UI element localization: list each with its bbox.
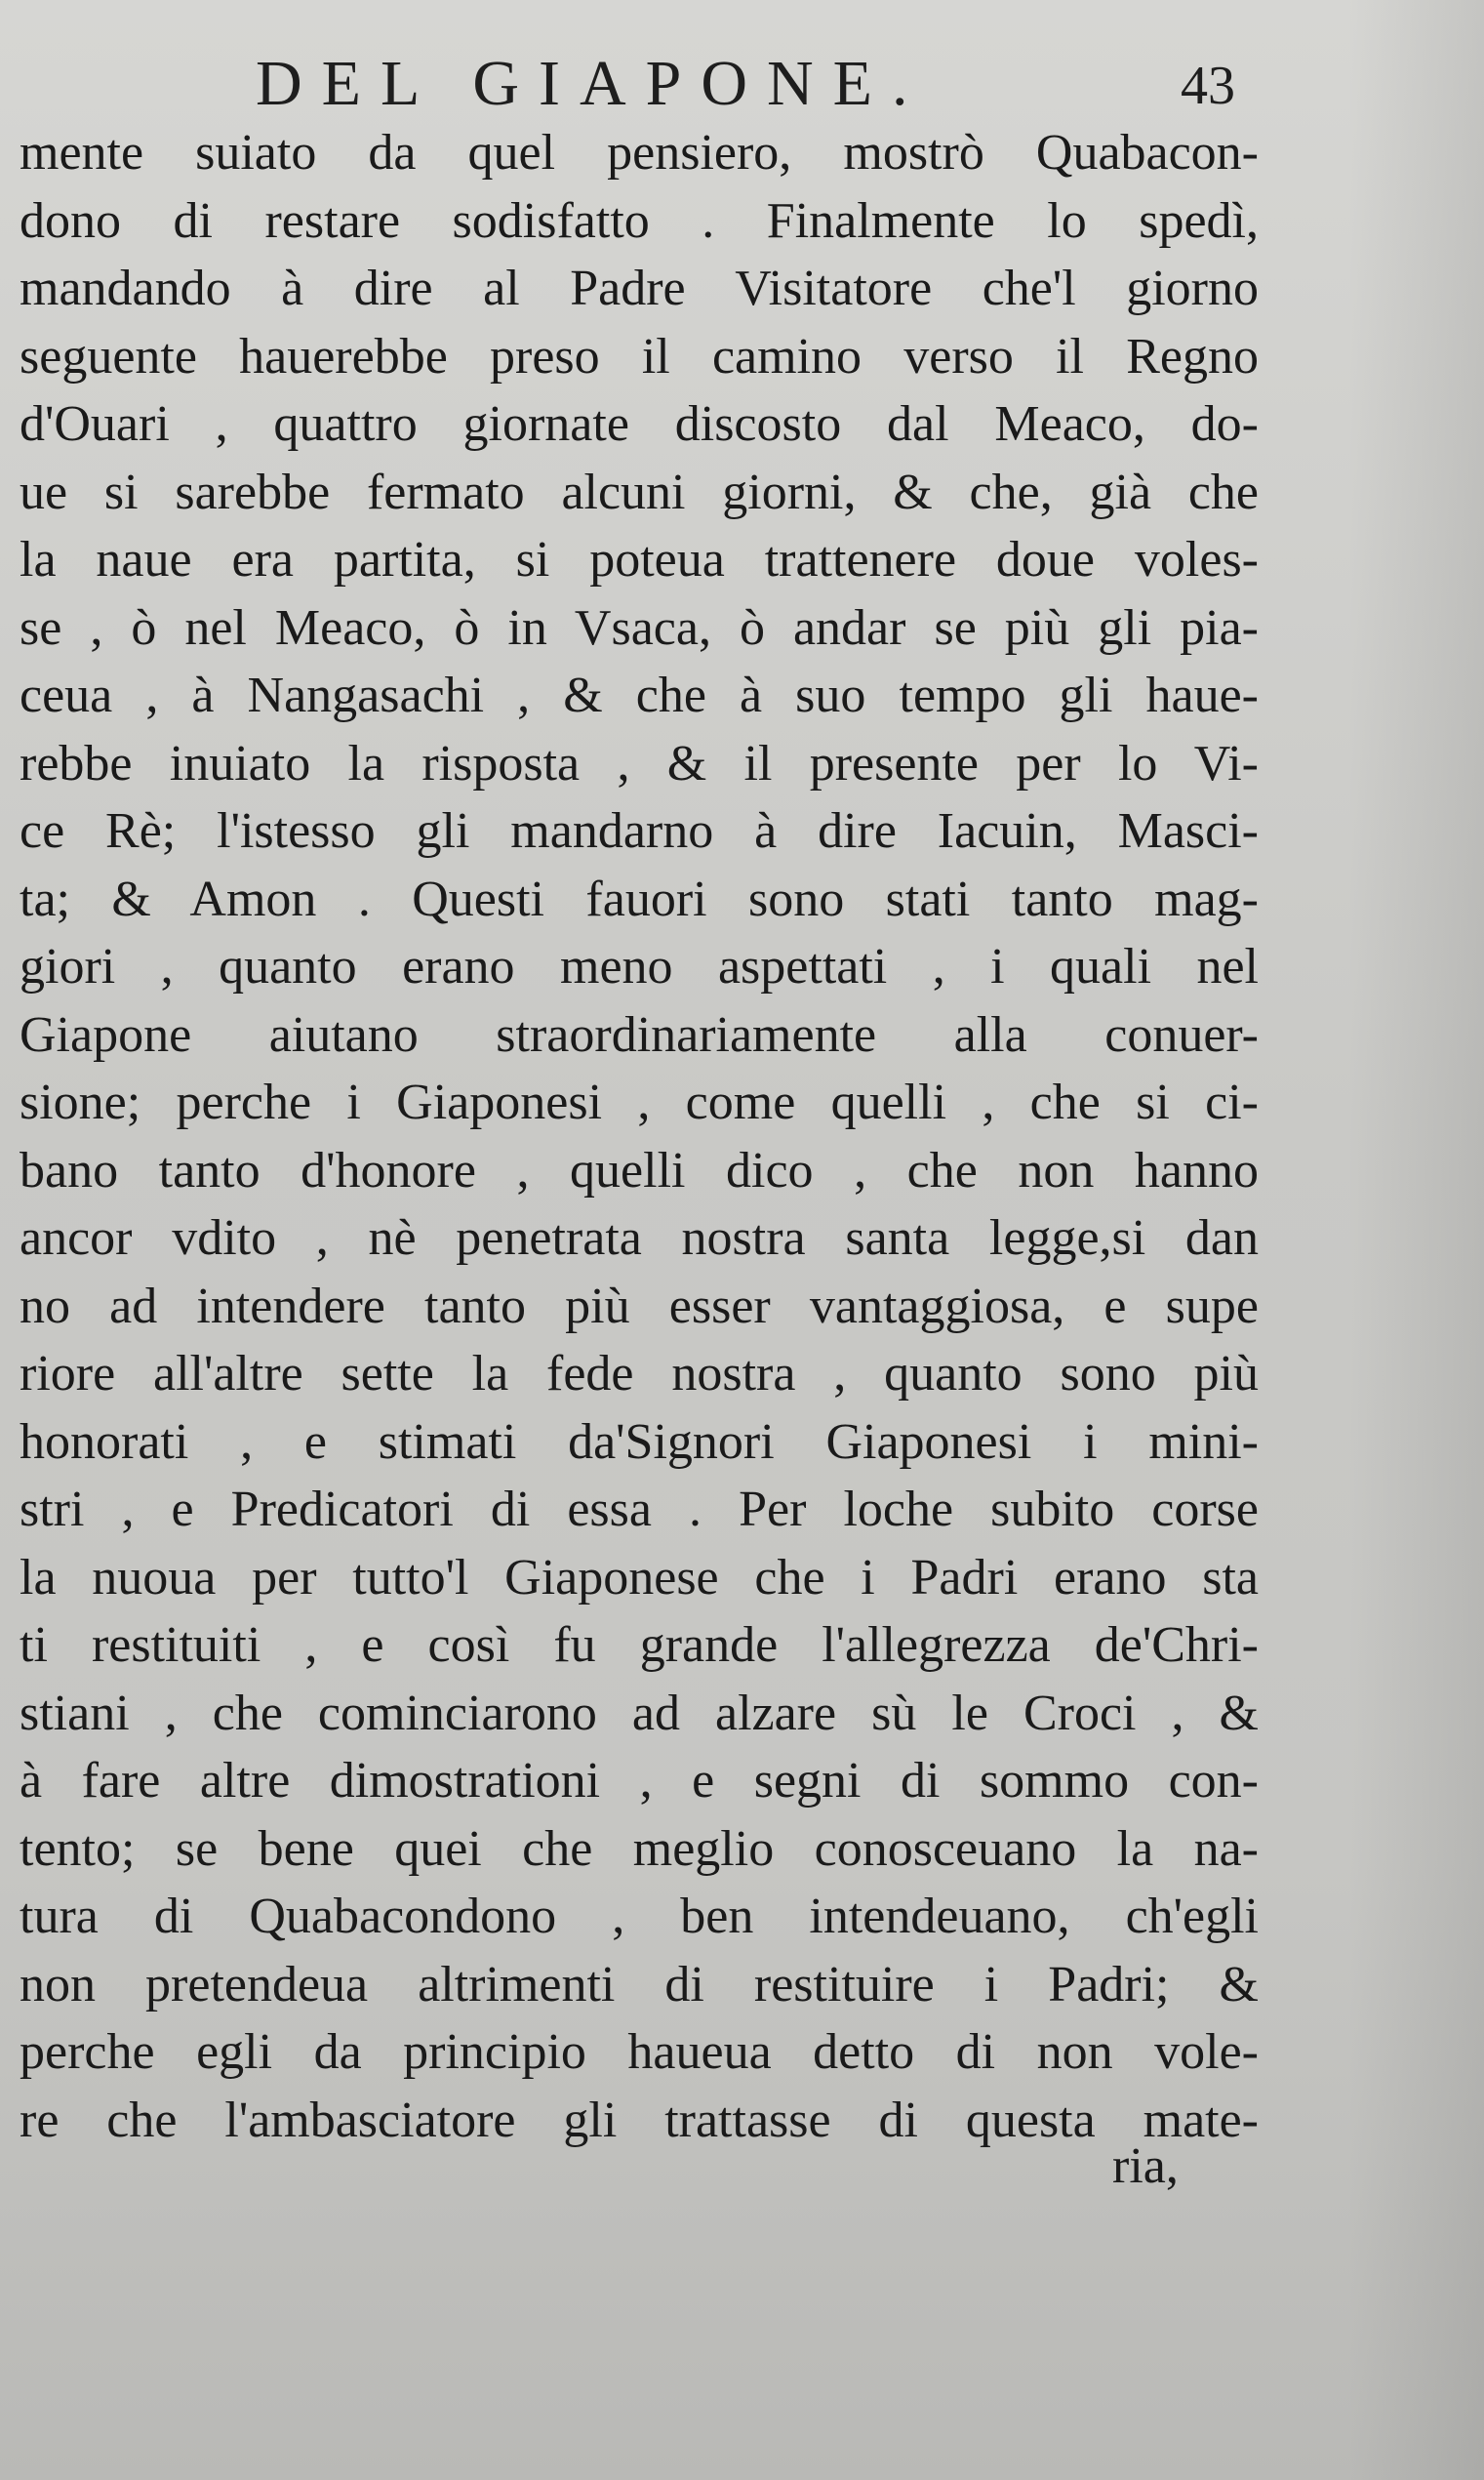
text-line: perche egli da principio haueua detto di non vole-	[20, 2024, 1259, 2080]
page-number: 43	[1181, 56, 1235, 116]
text-line: seguente hauerebbe preso il camino verso il Regno	[20, 328, 1259, 385]
text-line: la naue era partita, si poteua trattenere doue voles-	[20, 532, 1259, 588]
text-line: à fare altre dimostrationi , e segni di sommo con-	[20, 1753, 1259, 1809]
text-line: tento; se bene quei che meglio conosceuano la na-	[20, 1820, 1259, 1877]
text-line: Giapone aiutano straordinariamente alla conuer-	[20, 1006, 1259, 1063]
text-line: no ad intendere tanto più esser vantaggiosa, e supe	[20, 1278, 1259, 1334]
text-line: tura di Quabacondono , ben intendeuano, ch'egli	[20, 1889, 1259, 1944]
text-line: la nuoua per tutto'l Giaponese che i Padri erano sta	[20, 1549, 1259, 1606]
text-line: giori , quanto erano meno aspettati , i quali nel	[20, 939, 1259, 995]
text-line: ti restituiti , e così fu grande l'allegrezza de'Chri-	[20, 1617, 1259, 1673]
text-line: mandando à dire al Padre Visitatore che'l giorno	[20, 261, 1259, 316]
text-line: rebbe inuiato la risposta , & il presente per lo Vi-	[20, 735, 1259, 792]
text-line: re che l'ambasciatore gli trattasse di questa mate-	[20, 2092, 1259, 2148]
text-line: riore all'altre sette la fede nostra , quanto sono più	[20, 1346, 1259, 1402]
text-line: honorati , e stimati da'Signori Giaponesi i mini-	[20, 1413, 1259, 1470]
text-line: dono di restare sodisfatto . Finalmente lo spedì,	[20, 192, 1259, 249]
catchword: ria,	[1112, 2138, 1179, 2194]
text-line: ceua , à Nangasachi , & che à suo tempo gli haue-	[20, 668, 1259, 723]
text-line: stri , e Predicatori di essa . Per loche subito corse	[20, 1482, 1259, 1537]
text-line: stiani , che cominciarono ad alzare sù le Croci , &	[20, 1685, 1259, 1741]
text-line: non pretendeua altrimenti di restituire i Padri; &	[20, 1956, 1259, 2012]
text-line: se , ò nel Meaco, ò in Vsaca, ò andar se più gli pia-	[20, 599, 1259, 656]
running-title: DEL GIAPONE.	[256, 48, 928, 119]
text-line: d'Ouari , quattro giornate discosto dal Meaco, do-	[20, 396, 1259, 452]
body-text	[20, 119, 1259, 2154]
text-line: ancor vdito , nè penetrata nostra santa legge,si dan	[20, 1210, 1259, 1266]
text-line: ue si sarebbe fermato alcuni giorni, & che, già che	[20, 464, 1259, 520]
text-line: ta; & Amon . Questi fauori sono stati tanto mag-	[20, 871, 1259, 927]
text-line: mente suiato da quel pensiero, mostrò Quabacon-	[20, 125, 1259, 181]
text-line: sione; perche i Giaponesi , come quelli , che si ci-	[20, 1075, 1259, 1130]
text-line: bano tanto d'honore , quelli dico , che non hanno	[20, 1142, 1259, 1199]
text-line: ce Rè; l'istesso gli mandarno à dire Iacuin, Masci-	[20, 803, 1259, 859]
